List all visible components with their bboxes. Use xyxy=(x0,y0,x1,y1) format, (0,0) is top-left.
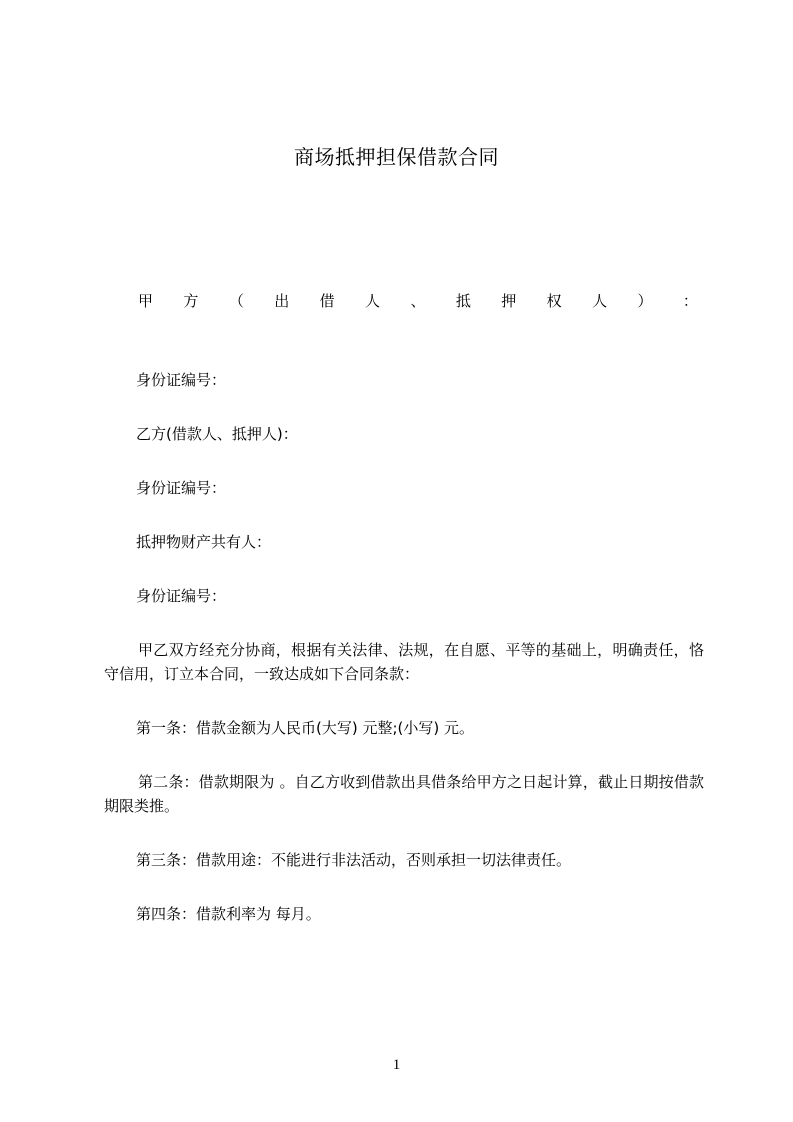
party-a-char: 抵 xyxy=(455,292,471,310)
party-b-id-line: 身份证编号： xyxy=(136,479,227,497)
party-a-line xyxy=(138,290,698,312)
preamble-paragraph: 甲乙双方经充分协商，根据有关法律、法规，在自愿、平等的基础上，明确责任，恪守信用，订立本合同，一致达成如下合同条款： xyxy=(104,641,704,683)
party-a-char: （ xyxy=(228,292,244,310)
article-2: 第二条：借款期限为 。自乙方收到借款出具借条给甲方之日起计算，截止日期按借款期限类推。 xyxy=(104,773,704,815)
party-a-char: 、 xyxy=(410,292,426,310)
article-1: 第一条：借款金额为人民币(大写) 元整;(小写) 元。 xyxy=(136,719,475,737)
party-a-char: 出 xyxy=(274,292,290,310)
party-a-id-line: 身份证编号： xyxy=(136,371,227,389)
article-3: 第三条：借款用途：不能进行非法活动，否则承担一切法律责任。 xyxy=(136,851,572,869)
document-title: 商场抵押担保借款合同 xyxy=(294,145,499,169)
party-b-line: 乙方(借款人、抵押人)： xyxy=(136,425,298,443)
party-a-char: 方 xyxy=(183,292,199,310)
page-number: 1 xyxy=(392,1057,401,1073)
party-a-char: 借 xyxy=(319,292,335,310)
party-a-char: ： xyxy=(682,292,698,310)
party-a-char: 人 xyxy=(592,292,608,310)
party-a-char: 权 xyxy=(546,292,562,310)
party-a-char: 押 xyxy=(501,292,517,310)
party-a-char: ） xyxy=(637,292,653,310)
article-4: 第四条：借款利率为 每月。 xyxy=(136,905,321,923)
party-a-char: 甲 xyxy=(138,292,154,310)
party-a-char: 人 xyxy=(365,292,381,310)
co-owner-id-line: 身份证编号： xyxy=(136,587,227,605)
co-owner-line: 抵押物财产共有人： xyxy=(136,533,272,551)
